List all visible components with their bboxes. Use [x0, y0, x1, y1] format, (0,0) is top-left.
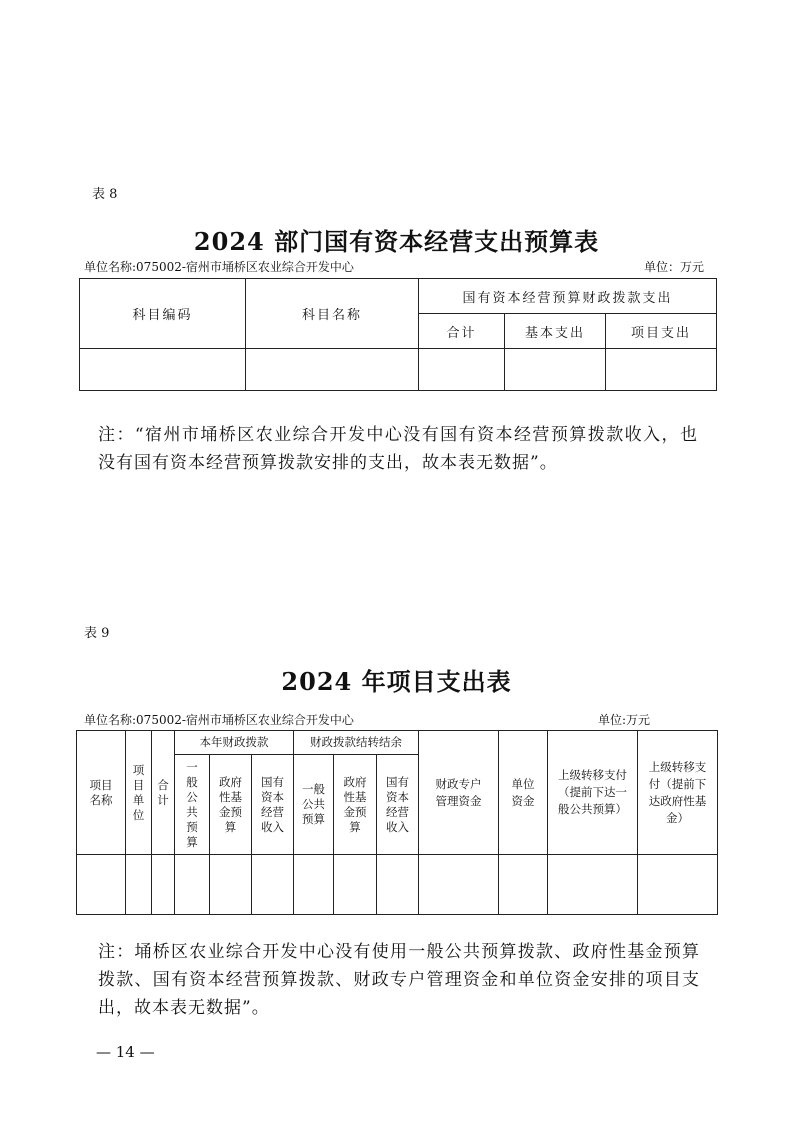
table8-header-project: 项目支出	[606, 314, 717, 349]
table8-title: 2024 部门国有资本经营支出预算表	[193, 227, 600, 256]
table-cell	[606, 349, 717, 391]
table9-header-carry-general: 一般公共预算	[294, 755, 334, 855]
page-number: — 14 —	[96, 1043, 155, 1061]
table-cell	[80, 349, 246, 391]
table9-header-state-capital: 国有资本经营收入	[252, 755, 294, 855]
table-cell	[126, 855, 152, 915]
table-cell	[252, 855, 294, 915]
table-cell	[505, 349, 606, 391]
table9-header-project-name: 项目名称	[77, 731, 126, 855]
table9-empty-row	[77, 855, 718, 915]
table8-header-name: 科目名称	[246, 279, 419, 349]
table9-header-carry-state-capital: 国有资本经营收入	[377, 755, 419, 855]
table-cell	[210, 855, 252, 915]
table-cell	[77, 855, 126, 915]
table9-header-group-carry: 财政拨款结转结余	[294, 731, 419, 755]
table-cell	[294, 855, 334, 915]
table8-header-code: 科目编码	[80, 279, 246, 349]
table8-empty-row	[80, 349, 717, 391]
table9-label: 表 9	[84, 626, 110, 641]
table9-header-total: 合计	[152, 731, 175, 855]
table-cell	[334, 855, 377, 915]
table-cell	[548, 855, 638, 915]
table-cell	[499, 855, 548, 915]
table8-header-group: 国有资本经营预算财政拨款支出	[419, 279, 717, 314]
table9-header-special-fund: 财政专户管理资金	[419, 731, 499, 855]
table9-unit: 单位:万元	[598, 713, 651, 727]
table-cell	[175, 855, 210, 915]
table9-header-general-budget: 一般公共预算	[175, 755, 210, 855]
table-cell	[377, 855, 419, 915]
table8-note: 注：“宿州市埇桥区农业综合开发中心没有国有资本经营预算拨款收入，也没有国有资本经营预算拨款安排的支出，故本表无数据”。	[98, 425, 698, 473]
table9-header-group-current: 本年财政拨款	[175, 731, 294, 755]
table9-header-upper-transfer-general: 上级转移支付（提前下达一般公共预算）	[548, 731, 638, 855]
table9-header-gov-fund: 政府性基金预算	[210, 755, 252, 855]
table9-header-carry-gov-fund: 政府性基金预算	[334, 755, 377, 855]
table9-note: 注：埇桥区农业综合开发中心没有使用一般公共预算拨款、政府性基金预算拨款、国有资本经营预算拨款、财政专户管理资金和单位资金安排的项目支出，故本表无数据”。	[98, 942, 700, 1018]
table9-header-unit-fund: 单位资金	[499, 731, 548, 855]
table9-header-project-unit: 项目单位	[126, 731, 152, 855]
table-cell	[638, 855, 718, 915]
table-cell	[152, 855, 175, 915]
table-cell	[246, 349, 419, 391]
table8-header-basic: 基本支出	[505, 314, 606, 349]
table8-unit: 单位：万元	[644, 260, 705, 274]
table9-unit-name: 单位名称:075002-宿州市埇桥区农业综合开发中心	[84, 713, 354, 727]
table9-header-upper-transfer-fund: 上级转移支付（提前下达政府性基金）	[638, 731, 718, 855]
table9-title: 2024 年项目支出表	[281, 667, 512, 696]
table8	[79, 278, 717, 391]
table9	[76, 730, 718, 915]
table-cell	[419, 349, 505, 391]
table8-header-total: 合计	[419, 314, 505, 349]
table8-unit-name: 单位名称:075002-宿州市埇桥区农业综合开发中心	[84, 260, 354, 274]
table8-label: 表 8	[92, 187, 118, 202]
table-cell	[419, 855, 499, 915]
